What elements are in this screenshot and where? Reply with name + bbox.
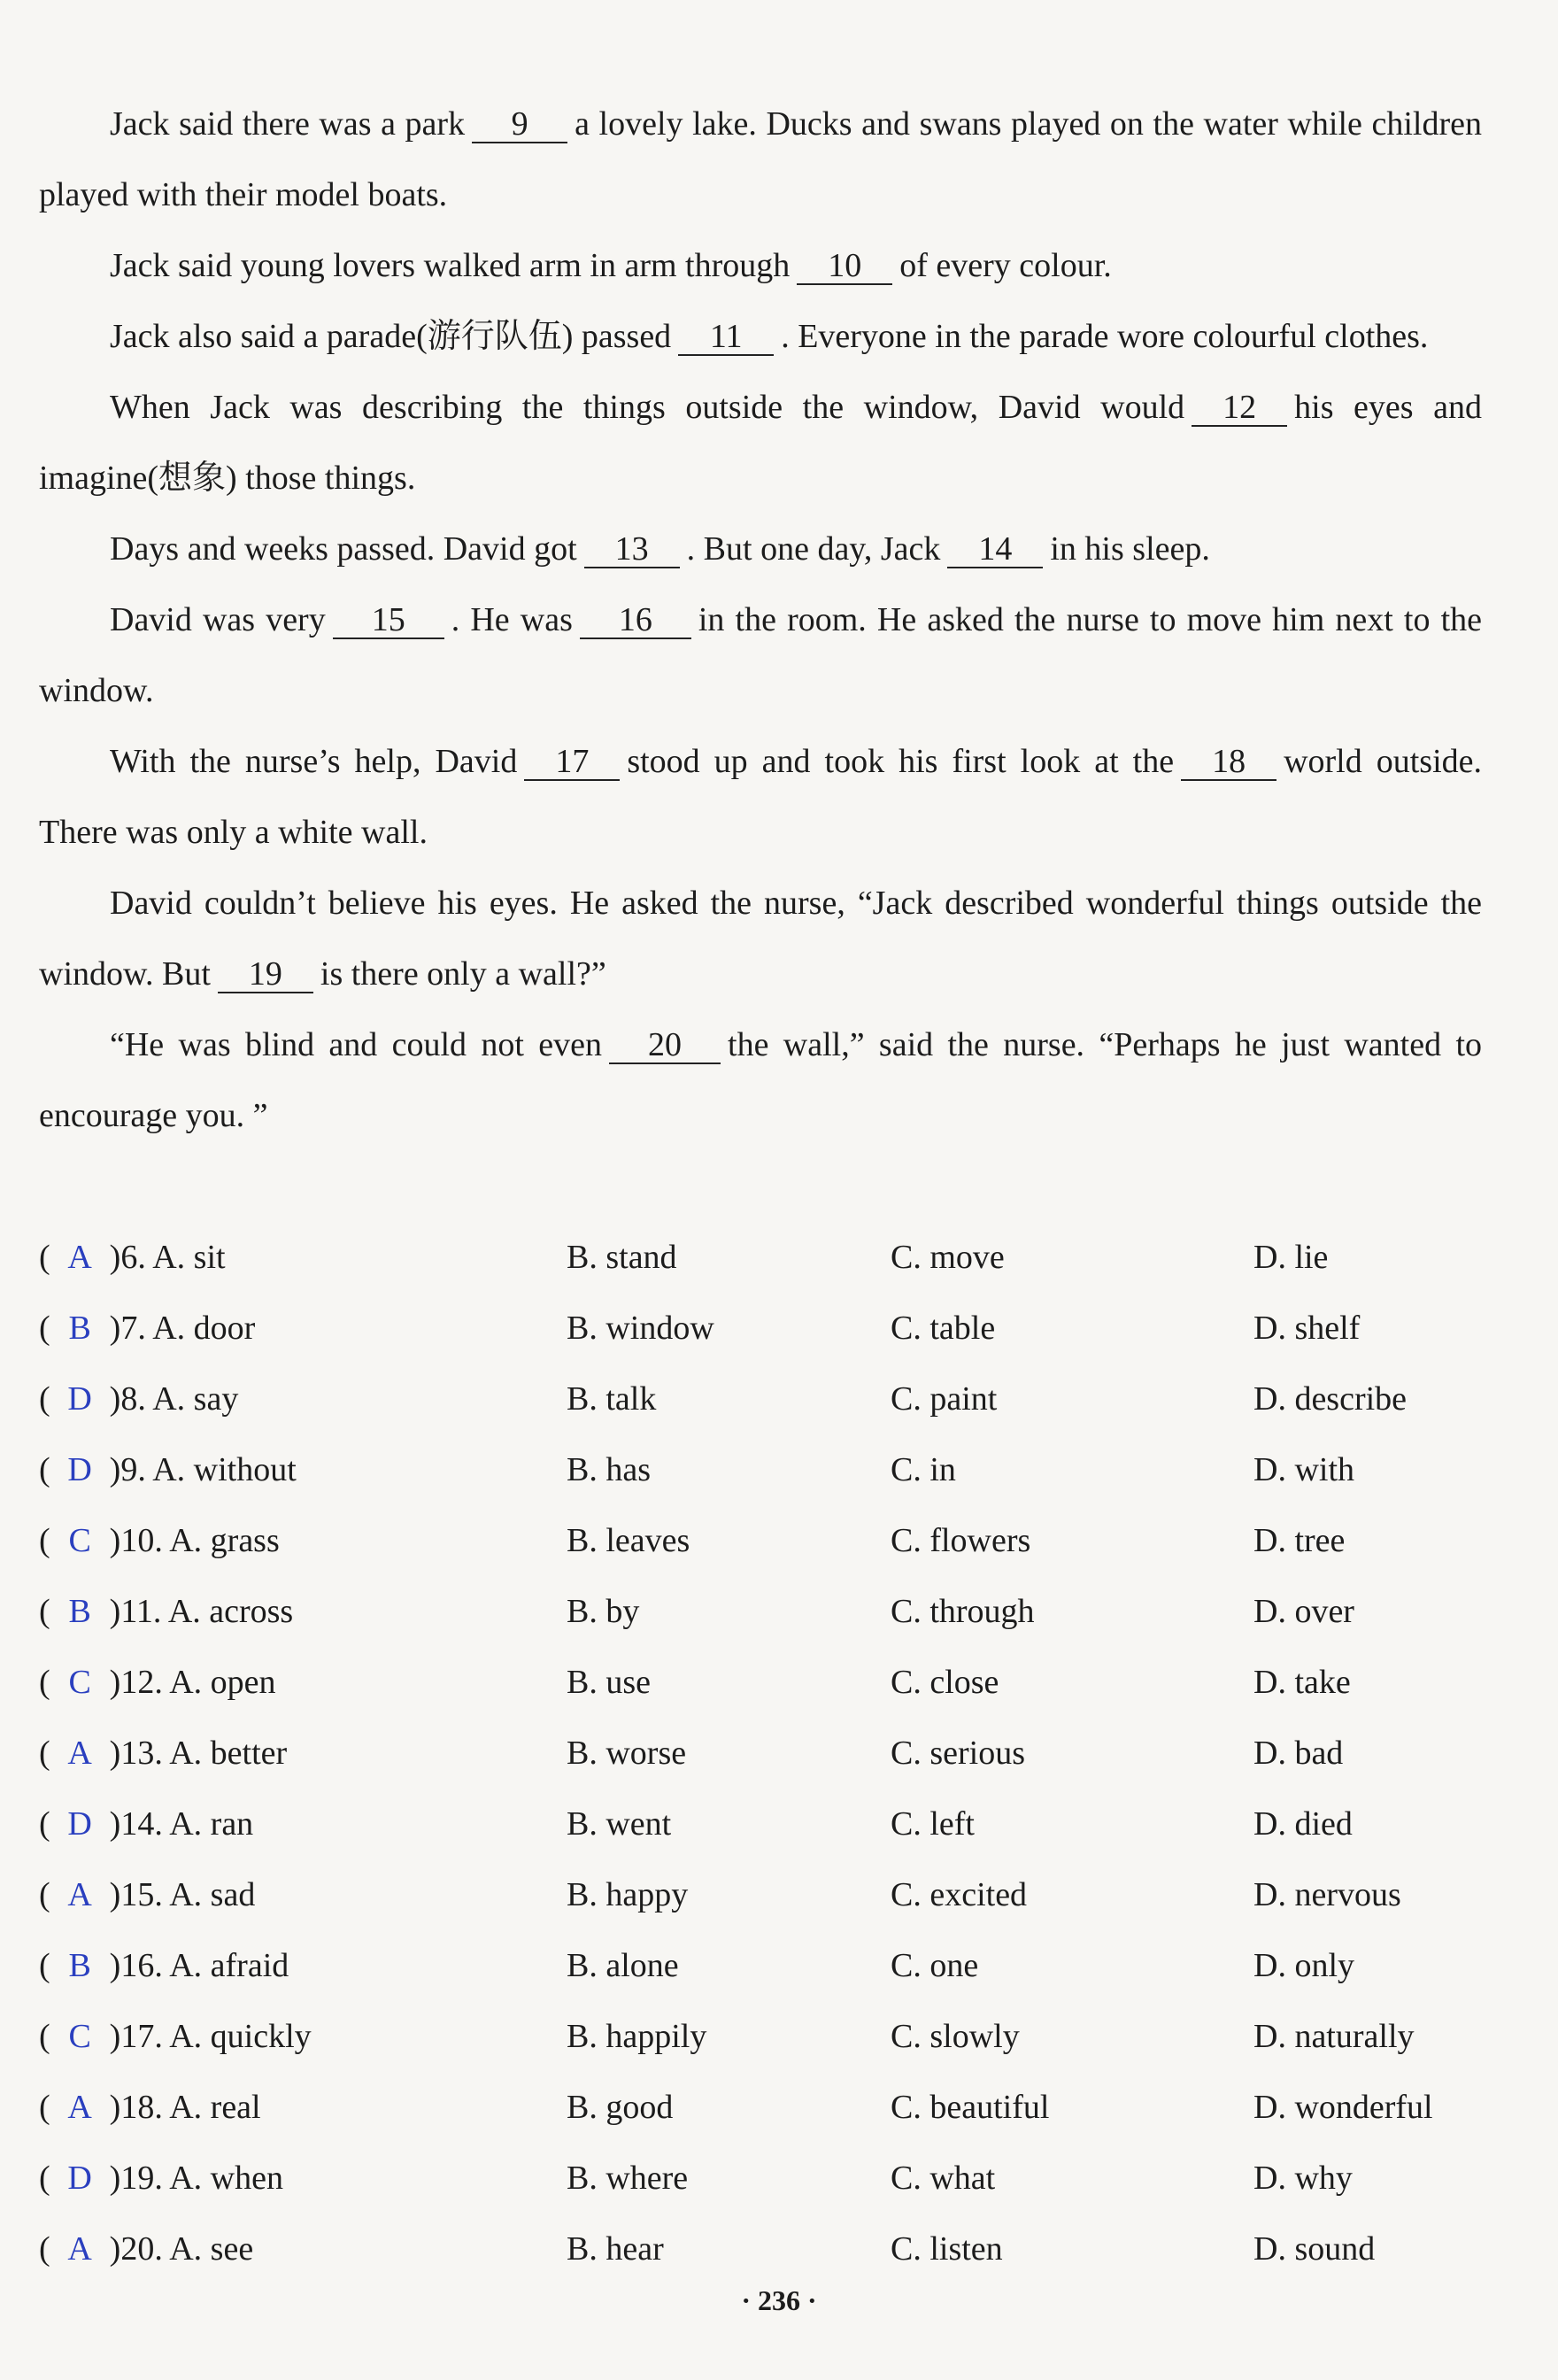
question-number: 11 (120, 1593, 153, 1630)
paragraph (39, 584, 1482, 726)
blank-9: 9 (472, 106, 567, 143)
answer-letter: B (68, 1310, 91, 1347)
question-row (39, 1441, 1508, 1512)
option-c: C. paint (891, 1380, 998, 1418)
text: . Everyone in the parade wore colourful clothes. (781, 318, 1429, 355)
question-number: 15 (120, 1876, 155, 1913)
blank-11: 11 (678, 319, 774, 356)
question-row (39, 1937, 1508, 2008)
blank-18: 18 (1181, 744, 1276, 781)
blank-14: 14 (947, 531, 1043, 568)
option-d: D. lie (1253, 1239, 1329, 1276)
question-stem: ( D )8. A. say (39, 1374, 238, 1424)
blank-13: 13 (584, 531, 680, 568)
question-row (39, 2008, 1508, 2079)
text: Jack said there was a park (110, 105, 466, 143)
text: his eyes and imagine(想象) those things. (39, 389, 1482, 497)
option-a: A. afraid (169, 1947, 289, 1984)
option-a: A. without (152, 1451, 297, 1488)
text: When Jack was describing the things outside the window, David would (110, 389, 1185, 426)
text: stood up and took his first look at the (627, 743, 1175, 780)
question-stem: ( B )16. A. afraid (39, 1941, 289, 1990)
question-stem: ( C )12. A. open (39, 1658, 276, 1707)
paragraph (39, 230, 1482, 301)
option-a: A. quickly (169, 2018, 312, 2055)
text: of every colour. (899, 247, 1112, 284)
text: a lovely lake. Ducks and swans played on the water while children played with their model boats. (39, 105, 1482, 213)
text: With the nurse’s help, David (110, 743, 518, 780)
option-d: D. nervous (1253, 1876, 1401, 1913)
answer-letter: A (67, 1239, 92, 1276)
question-number: 10 (120, 1522, 155, 1559)
question-number: 18 (120, 2089, 155, 2126)
passage (39, 89, 1482, 1151)
text: David couldn’t believe his eyes. He asked the nurse, “Jack described wonderful things outside the window. But (39, 885, 1482, 993)
question-stem: ( A )15. A. sad (39, 1870, 255, 1920)
text: the wall,” said the nurse. “Perhaps he just wanted to encourage you. ” (39, 1026, 1482, 1134)
text: Days and weeks passed. David got (110, 530, 577, 568)
option-d: D. bad (1253, 1735, 1344, 1772)
paragraph (39, 1009, 1482, 1151)
question-row (39, 1866, 1508, 1937)
question-stem: ( A )13. A. better (39, 1728, 287, 1778)
option-c: C. through (891, 1593, 1035, 1630)
option-d: D. take (1253, 1664, 1351, 1701)
text: David was very (110, 601, 326, 638)
option-b: B. went (567, 1805, 672, 1843)
text: “He was blind and could not even (110, 1026, 603, 1063)
question-number: 9 (120, 1451, 138, 1488)
option-a: A. sit (152, 1239, 226, 1276)
answer-letter: D (67, 1805, 92, 1843)
option-b: B. talk (567, 1380, 657, 1418)
option-d: D. only (1253, 1947, 1354, 1984)
question-row (39, 1371, 1508, 1441)
question-stem: ( D )9. A. without (39, 1445, 297, 1495)
option-d: D. wonderful (1253, 2089, 1433, 2126)
question-number: 13 (120, 1735, 155, 1772)
question-number: 8 (120, 1380, 138, 1418)
option-a: A. door (152, 1310, 256, 1347)
option-a: A. see (169, 2230, 254, 2268)
answer-letter: C (68, 1664, 91, 1701)
option-a: A. open (169, 1664, 276, 1701)
option-b: B. happy (567, 1876, 689, 1913)
option-b: B. hear (567, 2230, 664, 2268)
answer-letter: B (68, 1947, 91, 1984)
option-b: B. leaves (567, 1522, 690, 1559)
option-c: C. flowers (891, 1522, 1031, 1559)
blank-10: 10 (797, 248, 892, 285)
option-c: C. excited (891, 1876, 1028, 1913)
option-b: B. alone (567, 1947, 679, 1984)
question-stem: ( C )17. A. quickly (39, 2012, 312, 2061)
question-stem: ( B )7. A. door (39, 1303, 255, 1353)
blank-17: 17 (524, 744, 620, 781)
question-row (39, 1796, 1508, 1866)
option-c: C. left (891, 1805, 975, 1843)
question-number: 6 (120, 1239, 138, 1276)
question-number: 20 (120, 2230, 155, 2268)
option-c: C. move (891, 1239, 1005, 1276)
blank-20: 20 (609, 1027, 721, 1064)
answer-letter: A (67, 1735, 92, 1772)
option-d: D. sound (1253, 2230, 1376, 2268)
text: Jack also said a parade(游行队伍) passed (110, 318, 672, 355)
answer-letter: D (67, 1380, 92, 1418)
question-stem: ( B )11. A. across (39, 1587, 293, 1636)
question-row (39, 1300, 1508, 1371)
blank-15: 15 (333, 602, 444, 639)
answer-letter: B (68, 1593, 91, 1630)
question-row (39, 2150, 1508, 2221)
answer-options (39, 1229, 1508, 2291)
blank-19: 19 (218, 956, 313, 993)
question-row (39, 1512, 1508, 1583)
question-row (39, 1725, 1508, 1796)
option-d: D. shelf (1253, 1310, 1361, 1347)
option-b: B. stand (567, 1239, 677, 1276)
option-c: C. listen (891, 2230, 1003, 2268)
paragraph (39, 301, 1482, 372)
option-b: B. has (567, 1451, 651, 1488)
question-number: 19 (120, 2160, 155, 2197)
option-d: D. why (1253, 2160, 1353, 2197)
question-number: 16 (120, 1947, 155, 1984)
option-c: C. beautiful (891, 2089, 1050, 2126)
answer-letter: D (67, 2160, 92, 2197)
text: is there only a wall?” (320, 955, 606, 993)
answer-letter: A (67, 1876, 92, 1913)
question-stem: ( A )6. A. sit (39, 1232, 226, 1282)
question-stem: ( A )18. A. real (39, 2082, 261, 2132)
option-b: B. worse (567, 1735, 687, 1772)
option-c: C. in (891, 1451, 956, 1488)
question-row (39, 1229, 1508, 1300)
text: in his sleep. (1050, 530, 1210, 568)
option-b: B. by (567, 1593, 640, 1630)
option-c: C. close (891, 1664, 999, 1701)
option-d: D. with (1253, 1451, 1354, 1488)
question-number: 14 (120, 1805, 155, 1843)
option-a: A. better (169, 1735, 288, 1772)
answer-letter: C (68, 1522, 91, 1559)
option-d: D. naturally (1253, 2018, 1415, 2055)
paragraph (39, 514, 1482, 584)
option-b: B. use (567, 1664, 651, 1701)
option-c: C. table (891, 1310, 996, 1347)
question-row (39, 2079, 1508, 2150)
option-d: D. over (1253, 1593, 1354, 1630)
option-a: A. grass (169, 1522, 280, 1559)
option-b: B. window (567, 1310, 714, 1347)
question-stem: ( C )10. A. grass (39, 1516, 280, 1565)
option-c: C. serious (891, 1735, 1025, 1772)
option-d: D. describe (1253, 1380, 1408, 1418)
paragraph (39, 372, 1482, 514)
option-c: C. slowly (891, 2018, 1020, 2055)
question-number: 17 (120, 2018, 155, 2055)
question-row (39, 2221, 1508, 2291)
option-d: D. tree (1253, 1522, 1346, 1559)
option-b: B. where (567, 2160, 689, 2197)
paragraph (39, 89, 1482, 230)
text: world outside. There was only a white wall. (39, 743, 1482, 851)
option-c: C. what (891, 2160, 996, 2197)
page-number: · 236 · (741, 2284, 817, 2316)
option-a: A. when (169, 2160, 283, 2197)
option-c: C. one (891, 1947, 979, 1984)
option-d: D. died (1253, 1805, 1353, 1843)
question-stem: ( A )20. A. see (39, 2224, 253, 2274)
answer-letter: C (68, 2018, 91, 2055)
option-a: A. across (167, 1593, 294, 1630)
answer-letter: A (67, 2089, 92, 2126)
text: Jack said young lovers walked arm in arm through (110, 247, 791, 284)
option-a: A. sad (169, 1876, 256, 1913)
option-a: A. ran (169, 1805, 254, 1843)
blank-12: 12 (1192, 390, 1287, 427)
question-stem: ( D )14. A. ran (39, 1799, 253, 1849)
text: . But one day, Jack (686, 530, 941, 568)
text: . He was (451, 601, 573, 638)
blank-16: 16 (580, 602, 691, 639)
option-a: A. say (152, 1380, 239, 1418)
option-b: B. happily (567, 2018, 707, 2055)
question-stem: ( D )19. A. when (39, 2153, 283, 2203)
option-a: A. real (169, 2089, 261, 2126)
paragraph (39, 726, 1482, 868)
answer-letter: A (67, 2230, 92, 2268)
question-number: 12 (120, 1664, 155, 1701)
question-row (39, 1583, 1508, 1654)
option-b: B. good (567, 2089, 674, 2126)
question-row (39, 1654, 1508, 1725)
text: in the room. He asked the nurse to move him next to the window. (39, 601, 1482, 709)
answer-letter: D (67, 1451, 92, 1488)
question-number: 7 (120, 1310, 138, 1347)
paragraph (39, 868, 1482, 1009)
